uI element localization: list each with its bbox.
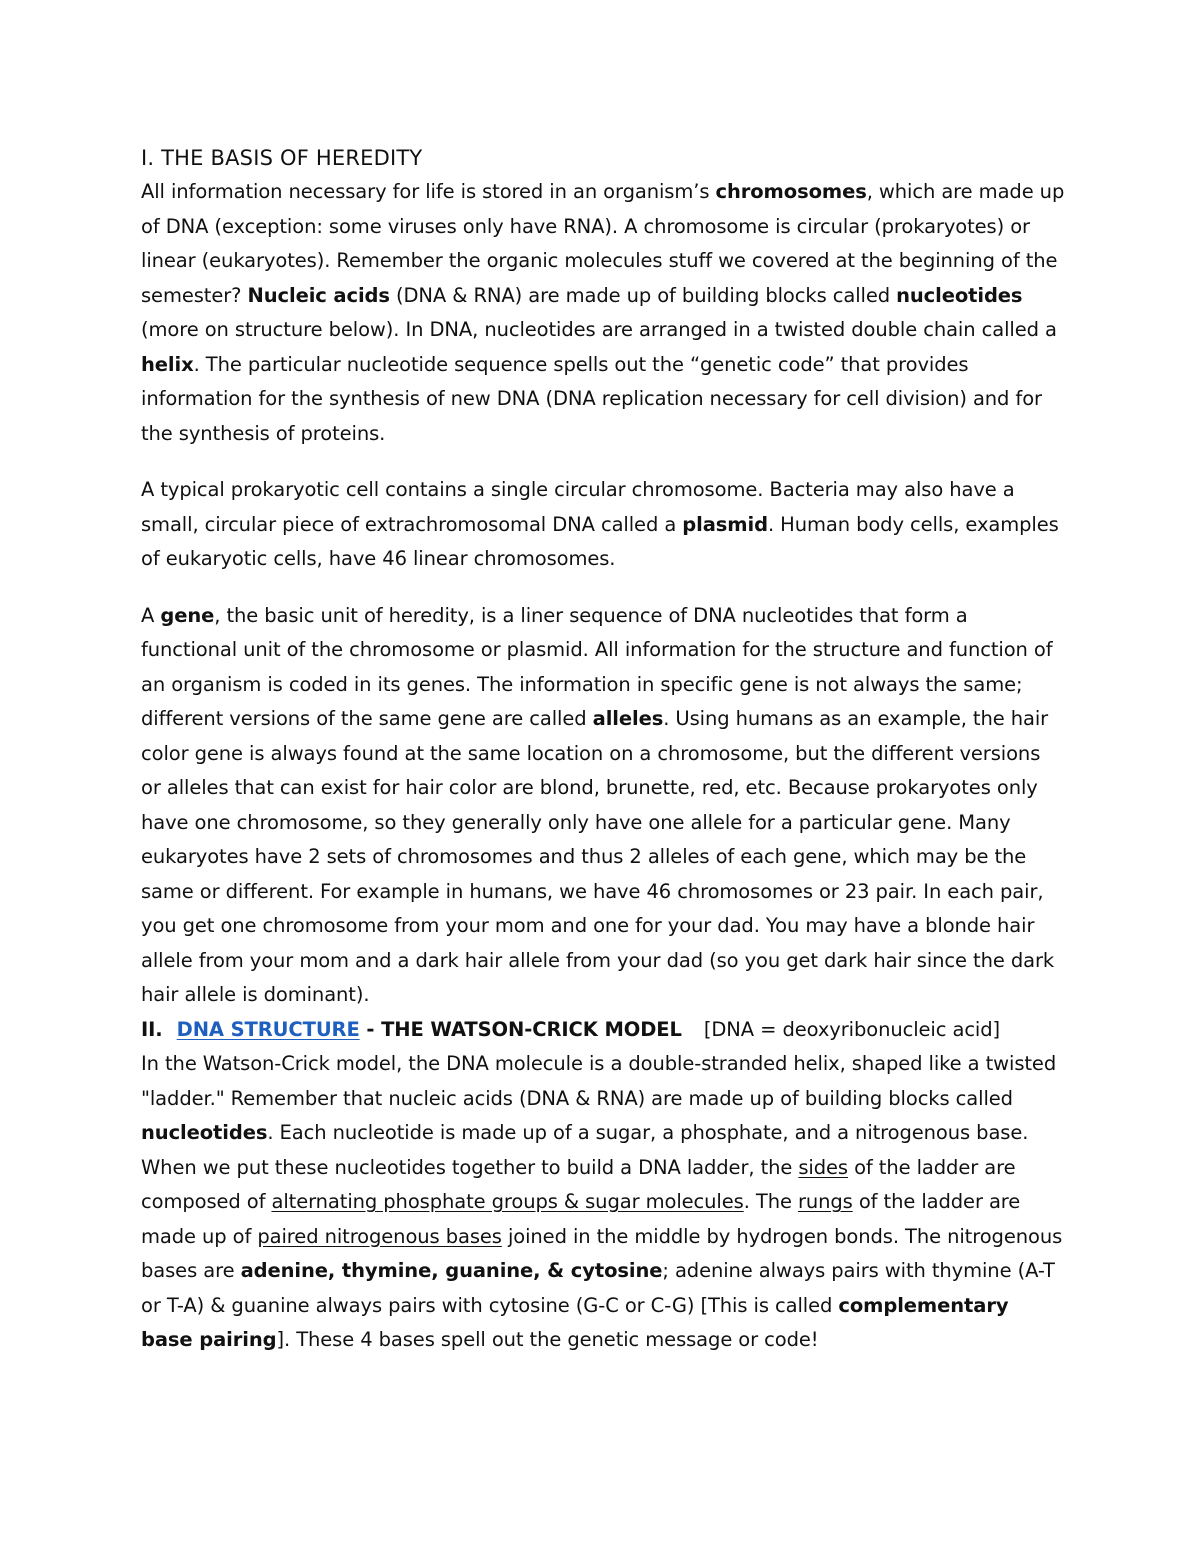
term-rungs: rungs bbox=[797, 1190, 853, 1213]
text-run: (more on structure below). In DNA, nucleotides are arranged in a twisted double chain called a bbox=[141, 318, 1057, 341]
term-plasmid: plasmid bbox=[682, 512, 768, 536]
dna-structure-link[interactable]: DNA STRUCTURE bbox=[176, 1017, 360, 1041]
text-run: A bbox=[141, 603, 161, 627]
section-2-title: - THE WATSON-CRICK MODEL bbox=[359, 1017, 682, 1041]
term-chromosomes: chromosomes bbox=[715, 180, 867, 203]
section-1-heading: I. THE BASIS OF HEREDITY bbox=[141, 146, 423, 170]
term-nucleic-acids: Nucleic acids bbox=[247, 283, 390, 307]
section-2-number: II. bbox=[141, 1017, 163, 1041]
section-2-heading bbox=[141, 1013, 1066, 1048]
text-run: ]. These 4 bases spell out the genetic message or code! bbox=[276, 1328, 819, 1351]
text-run: All information necessary for life is stored in an organism’s bbox=[141, 180, 716, 203]
section-1-paragraph-1 bbox=[141, 175, 1066, 451]
text-run: In the Watson-Crick model, the DNA molecule is a double-stranded helix, shaped like a twisted "ladder." Remember that nucleic acids (DNA & RNA) are made up of building blocks called bbox=[141, 1052, 1057, 1110]
text-run: . The bbox=[743, 1190, 798, 1213]
text-run: ; adenine always pairs with thymine (A-T or T-A) & guanine always pairs with cytosine (G-C or C-G) [This is called bbox=[141, 1259, 1055, 1317]
text-run: . Using humans as an example, the hair color gene is always found at the same location on a chromosome, but the different versions or alleles that can exist for hair color are blond, brunette, red, etc. Because prokaryotes only have one chromosome, so they generally only have one allele for a particular gene. Many eukaryotes have 2 sets of chromosomes and thus 2 alleles of each gene, which may be the same or different. For example in humans, we have 46 chromosomes or 23 pair. In each pair, you get one chromosome from your mom and one for your dad. You may have a blonde hair allele from your mom and a dark hair allele from your dad (so you get dark hair since the dark hair allele is dominant). bbox=[141, 707, 1055, 1006]
term-paired-nitrogenous-bases: paired nitrogenous bases bbox=[257, 1224, 502, 1248]
term-nucleotides: nucleotides bbox=[896, 283, 1023, 307]
text-run: joined in the middle by hydrogen bonds. The nitrogenous bases are bbox=[141, 1224, 1063, 1282]
term-alternating-phosphate-sugar: alternating phosphate groups & sugar molecules bbox=[271, 1190, 744, 1213]
section-2-paragraph-1 bbox=[141, 1047, 1066, 1358]
text-run: of the ladder are made up of bbox=[141, 1190, 1021, 1248]
text-run: . The particular nucleotide sequence spells out the “genetic code” that provides information for the synthesis of new DNA (DNA replication necessary for cell division) and for the synthesis of proteins. bbox=[141, 352, 1042, 445]
term-gene: gene bbox=[160, 603, 215, 627]
section-2-note: [DNA = deoxyribonucleic acid] bbox=[703, 1017, 1001, 1041]
term-helix: helix bbox=[141, 352, 194, 376]
term-bases: adenine, thymine, guanine, & cytosine bbox=[240, 1259, 663, 1282]
term-nucleotides: nucleotides bbox=[141, 1121, 268, 1144]
section-1-paragraph-2 bbox=[141, 473, 1066, 577]
text-run: (DNA & RNA) are made up of building blocks called bbox=[389, 283, 897, 307]
term-sides: sides bbox=[798, 1155, 848, 1179]
term-alleles: alleles bbox=[592, 707, 664, 730]
text-run: . Human body cells, examples of eukaryotic cells, have 46 linear chromosomes. bbox=[141, 512, 1059, 570]
term-complementary-base-pairing: complementary base pairing bbox=[141, 1293, 1009, 1351]
text-run: A typical prokaryotic cell contains a single circular chromosome. Bacteria may also have a small, circular piece of extrachromosomal DNA called a bbox=[141, 478, 1015, 536]
text-run: of the ladder are composed of bbox=[141, 1155, 1016, 1213]
section-1-paragraph-3 bbox=[141, 599, 1066, 1013]
text-run: . Each nucleotide is made up of a sugar, a phosphate, and a nitrogenous base. When we put these nucleotides together to build a DNA ladder, the bbox=[141, 1121, 1029, 1179]
text-run: , which are made up of DNA (exception: some viruses only have RNA). A chromosome is circular (prokaryotes) or linear (eukaryotes). Remember the organic molecules stuff we covered at the beginning of the semester? bbox=[141, 180, 1065, 307]
document-body bbox=[141, 141, 1066, 1358]
text-run: , the basic unit of heredity, is a liner sequence of DNA nucleotides that form a functional unit of the chromosome or plasmid. All information for the structure and function of an organism is coded in its genes. The information in specific gene is not always the same; different versions of the same gene are called bbox=[141, 603, 1053, 730]
